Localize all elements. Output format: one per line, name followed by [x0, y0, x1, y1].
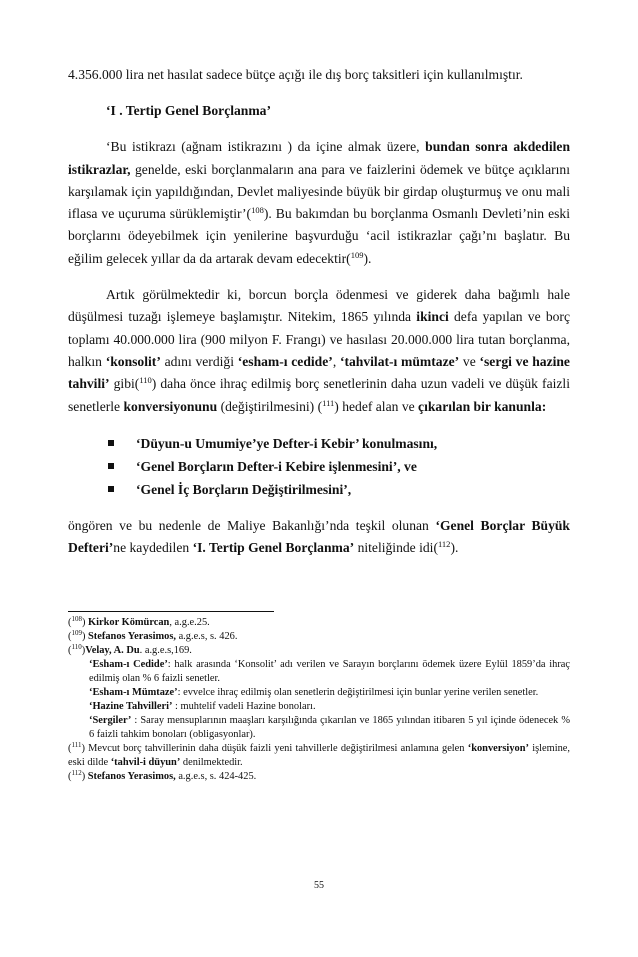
text-run: denilmektedir.	[180, 757, 243, 769]
footnote-110-esham-cedide	[89, 658, 570, 686]
footnote-number: 111	[71, 741, 82, 750]
bold-run: ‘Genel Borçlar Büyük Defteri’	[68, 517, 570, 556]
text-run: Artık görülmektedir ki, borcun borçla ödenmesi ve giderek daha bağımlı hale düşülmesi tuzağı işlemeye başlamıştır. Nitekim, 1865 yılında	[68, 287, 570, 325]
footnote-ref: 110	[139, 375, 152, 386]
text-run: niteliğinde idi(	[354, 540, 438, 556]
bullet-list	[68, 432, 570, 501]
footnote-110	[68, 644, 570, 658]
bold-run: ‘konsolit’	[105, 353, 161, 369]
bold-run: ikinci	[416, 309, 449, 325]
bold-run: bundan sonra akdedilen istikrazlar,	[68, 139, 571, 177]
text-run: a.g.e.s, s. 426.	[175, 631, 238, 643]
bold-run: ‘esham-ı cedide’	[237, 353, 333, 369]
text-run: )	[81, 631, 89, 643]
list-item-text: ‘Genel İç Borçların Değiştirilmesini’,	[136, 481, 352, 497]
text-run: )	[81, 743, 89, 755]
text-run: . a.g.e.s,169.	[139, 645, 192, 657]
text-run: defa yapılan ve borç toplamı 40.000.000 lira (900 milyon F. Frangı) ve hasılası 20.000.000 lira tutan borçlanma, halkın	[68, 309, 570, 369]
text-run: : halk arasında ‘Konsolit’ adı verilen ve Sarayın borçlarını ödemek üzere Eylül 1859’da ihraç edilmiş olan % 6 faizli senetler.	[89, 659, 571, 685]
text-run: öngören ve bu nedenle de Maliye Bakanlığı’nda teşkil olunan	[68, 517, 436, 533]
text-run: Mevcut borç tahvillerinin daha düşük faizli yeni tahvillerle değiştirilmesi anlamına gelen	[88, 743, 468, 755]
footnote-109	[68, 630, 570, 644]
bold-run: Stefanos Yerasimos,	[87, 771, 176, 783]
footnote-110-hazine	[89, 700, 570, 714]
bold-run: ‘Esham-ı Mümtaze’	[89, 687, 178, 699]
page-number: 55	[314, 880, 324, 891]
list-item	[108, 455, 570, 478]
footnotes	[68, 616, 570, 784]
bold-run: ‘Sergiler’	[89, 715, 132, 727]
bold-run: konversiyonunu	[123, 398, 218, 414]
text-run: işlemine, eski dilde	[68, 743, 570, 769]
paragraph-ledger	[68, 515, 570, 560]
footnote-112	[68, 770, 570, 784]
footnote-number: 112	[71, 769, 82, 778]
text-run: ne kaydedilen	[113, 540, 193, 556]
square-bullet-icon	[108, 486, 114, 492]
text-run: )	[81, 645, 86, 657]
text-run: )	[81, 771, 88, 783]
bold-run: Velay, A. Du	[85, 645, 140, 657]
bold-run: ‘Hazine Tahvilleri’	[89, 701, 173, 713]
text-run: ,	[332, 353, 340, 369]
list-item	[108, 432, 570, 455]
text-run: ‘Bu istikrazı (ağnam istikrazını ) da içine almak üzere,	[106, 139, 426, 155]
footnote-ref: 111	[322, 397, 335, 408]
bold-run: ‘tahvilat-ı mümtaze’	[339, 353, 460, 369]
page-body	[68, 64, 570, 784]
list-item	[108, 478, 570, 501]
footnote-number: 108	[71, 615, 82, 624]
footnote-ref: 109	[350, 249, 364, 260]
bold-run: ‘tahvil-i düyun’	[110, 757, 181, 769]
text-run: ).	[450, 540, 459, 556]
footnote-111	[68, 742, 570, 770]
footnote-number: 109	[71, 629, 82, 638]
square-bullet-icon	[108, 463, 114, 469]
footnote-110-esham-mumtaze	[89, 686, 570, 700]
bold-run: Kirkor Kömürcan	[88, 617, 170, 629]
text-run: (	[68, 771, 72, 783]
list-item-text: ‘Düyun-u Umumiye’ye Defter-i Kebir’ konulmasını,	[136, 435, 438, 451]
footnote-divider	[68, 611, 274, 612]
bold-run: ‘Esham-ı Cedide’	[89, 659, 168, 671]
text-run: : evvelce ihraç edilmiş olan senetlerin değiştirilmesi için bunlar yerine verilen senetler.	[177, 687, 539, 699]
text-run: gibi(	[109, 376, 140, 392]
text-run: ).	[363, 250, 372, 266]
bold-run: ‘sergi ve hazine tahvili’	[68, 353, 570, 392]
footnote-ref: 112	[438, 539, 451, 550]
section-heading: ‘I . Tertip Genel Borçlanma’	[106, 103, 272, 119]
footnote-110-sergiler	[89, 714, 570, 742]
text-run: (	[68, 645, 72, 657]
text-run: : muhtelif vadeli Hazine bonoları.	[172, 701, 316, 713]
paragraph-conversion	[68, 284, 570, 418]
bold-run: çıkarılan bir kanunla:	[418, 398, 547, 414]
footnote-number: 110	[71, 643, 82, 652]
bold-run: ‘konversiyon’	[467, 743, 529, 755]
text-run: : Saray mensuplarının maaşları karşılığında çıkarılan ve 1865 yılından itibaren 5 yıl içinde ödenecek % 6 faizli tahkim bonoları (obligasyonlar).	[89, 715, 570, 741]
text-run: ve	[459, 353, 480, 369]
paragraph-intro: 4.356.000 lira net hasılat sadece bütçe açığı ile dış borç taksitleri için kullanılmıştır.	[68, 67, 523, 82]
bold-run: Stefanos Yerasimos,	[88, 631, 176, 643]
square-bullet-icon	[108, 440, 114, 446]
bold-run: ‘I. Tertip Genel Borçlanma’	[192, 540, 355, 556]
text-run: )	[81, 617, 89, 629]
list-item-text: ‘Genel Borçların Defter-i Kebire işlenmesini’, ve	[136, 458, 417, 474]
footnote-108	[68, 616, 570, 630]
text-run: (değiştirilmesini) (	[217, 398, 323, 414]
text-run: adını verdiği	[160, 353, 238, 369]
text-run: ) hedef alan ve	[334, 398, 419, 414]
text-run: , a.g.e.25.	[169, 617, 210, 629]
text-run: a.g.e.s, s. 424-425.	[175, 771, 257, 783]
footnote-ref: 108	[251, 205, 264, 216]
text-run: (	[68, 631, 72, 643]
text-run: ). Bu bakımdan bu borçlanma Osmanlı Devleti’nin eski borçlarını ödeyebilmek için yenilerine başvurduğu ‘acil istikrazlar çağı’nı başlatır. Bu eğilim gelecek yıllar da da artarak devam edecektir(	[68, 206, 570, 266]
text-run: (	[68, 617, 72, 629]
paragraph-borrowing-quote	[68, 136, 570, 270]
text-run: genelde, eski borçlanmaların ana para ve faizlerini ödemek ve bütçe açıklarını karşılamak için yapıldığından, Devlet maliyesinde büyük bir girdap oluşturmuş ve onu mali iflasa ve uçuruma sürüklemiştir’(	[68, 161, 570, 222]
text-run: ) daha önce ihraç edilmiş borç senetlerinin daha uzun vadeli ve düşük faizli senetlerle	[68, 376, 570, 414]
text-run: (	[68, 743, 72, 755]
